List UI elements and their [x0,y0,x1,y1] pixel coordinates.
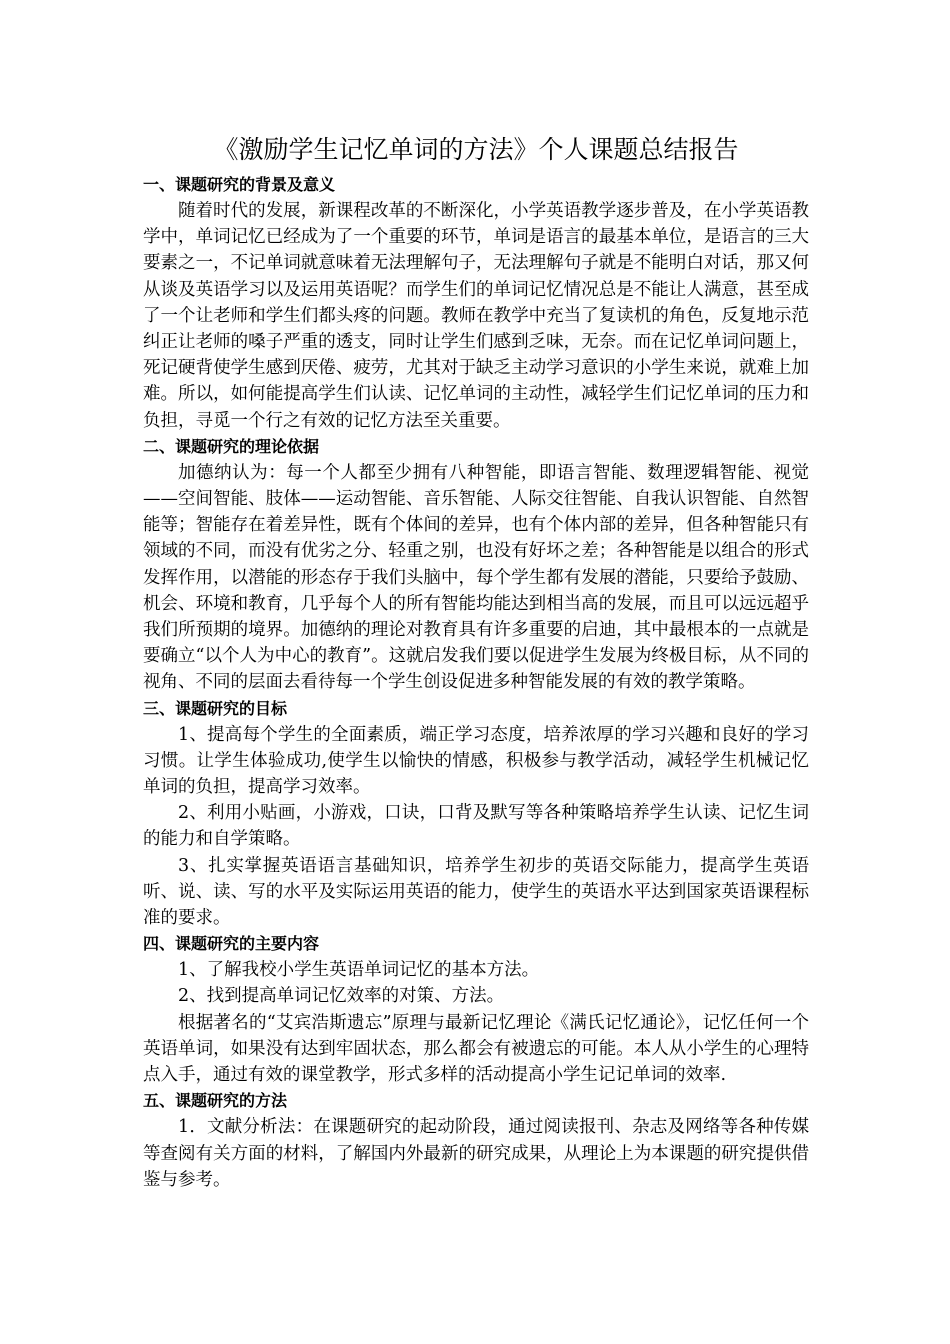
paragraph: 2、找到提高单词记忆效率的对策、方法。 [178,986,505,1007]
section-background [143,172,809,434]
section-heading: 五、课题研究的方法 [143,1091,288,1111]
paragraph: 3、扎实掌握英语语言基础知识，培养学生初步的英语交际能力，提高学生英语听、说、读、写的水平及实际运用英语的能力，使学生的英语水平达到国家英语课程标准的要求。 [143,855,809,929]
paragraph: 2、利用小贴画，小游戏，口诀，口背及默写等各种策略培养学生认读、记忆生词的能力和自学策略。 [143,803,809,850]
section-methods [143,1088,809,1193]
document-page [143,132,809,1193]
paragraph: 随着时代的发展，新课程改革的不断深化，小学英语教学逐步普及，在小学英语教学中，单词记忆已经成为了一个重要的环节，单词是语言的最基本单位，是语言的三大要素之一，不记单词就意味着无法理解句子，无法理解句子就是不能明白对话，那又何从谈及英语学习以及运用英语呢？而学生们的单词记忆情况总是不能让人满意，甚至成了一个让老师和学生们都头疼的问题。教师在教学中充当了复读机的角色，反复地示范纠正让老师的嗓子严重的透支，同时让学生们感到乏味，无奈。而在记忆单词问题上，死记硬背使学生感到厌倦、疲劳，尤其对于缺乏主动学习意识的小学生来说，就难上加难。所以，如何能提高学生们认读、记忆单词的主动性，减轻学生们记忆单词的压力和负担，寻觅一个行之有效的记忆方法至关重要。 [143,201,809,431]
paragraph: 加德纳认为：每一个人都至少拥有八种智能，即语言智能、数理逻辑智能、视觉——空间智能、肢体——运动智能、音乐智能、人际交往智能、自我认识智能、自然智能等；智能存在着差异性，既有个体间的差异，也有个体内部的差异，但各种智能只有领域的不同，而没有优劣之分、轻重之别，也没有好坏之差；各种智能是以组合的形式发挥作用，以潜能的形态存于我们头脑中，每个学生都有发展的潜能，只要给予鼓励、机会、环境和教育，几乎每个人的所有智能均能达到相当高的发展，而且可以远远超乎我们所预期的境界。加德纳的理论对教育具有许多重要的启迪，其中最根本的一点就是要确立“以个人为中心的教育”。这就启发我们要以促进学生发展为终极目标，从不同的视角、不同的层面去看待每一个学生创设促进多种智能发展的有效的教学策略。 [143,462,809,693]
paragraph: 1、提高每个学生的全面素质，端正学习态度，培养浓厚的学习兴趣和良好的学习习惯。让学生体验成功,使学生以愉快的情感，积极参与教学活动，减轻学生机械记忆单词的负担，提高学习效率。 [143,724,809,798]
section-content [143,931,809,1088]
paragraph: 1．文献分析法：在课题研究的起动阶段，通过阅读报刊、杂志及网络等各种传媒等查阅有关方面的材料，了解国内外最新的研究成果，从理论上为本课题的研究提供借鉴与参考。 [143,1117,809,1190]
section-heading: 二、课题研究的理论依据 [143,436,320,456]
document-title: 《激励学生记忆单词的方法》个人课题总结报告 [213,135,739,164]
section-heading: 四、课题研究的主要内容 [143,934,320,954]
section-heading: 三、课题研究的目标 [143,698,288,718]
section-heading: 一、课题研究的背景及意义 [143,175,336,194]
section-goals [143,696,809,932]
paragraph: 1、了解我校小学生英语单词记忆的基本方法。 [178,960,540,981]
section-theory [143,434,809,696]
paragraph: 根据著名的“艾宾浩斯遗忘”原理与最新记忆理论《满氏记忆通论》，记忆任何一个英语单词，如果没有达到牢固状态，那么都会有被遗忘的可能。本人从小学生的心理特点入手，通过有效的课堂教学，形式多样的活动提高小学生记记单词的效率. [143,1012,809,1086]
